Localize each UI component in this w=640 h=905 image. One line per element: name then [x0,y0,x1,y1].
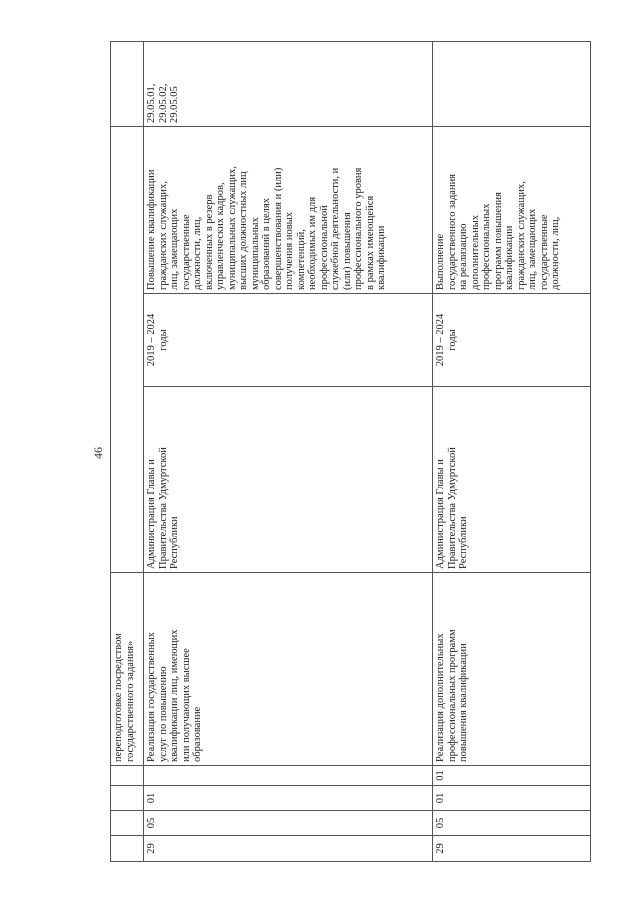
page-number: 46 [91,447,105,459]
cell-executor: Администрация Главы и Правительства Удмуртской Республики [433,387,591,573]
cell-expected-result: Выполнение государственного задания на реализацию дополнительных профессиональных программ повышения квалификации гражданских служащих, лиц, замещающих государственные должности, лиц, [433,126,591,293]
program-measures-table [110,41,591,862]
rotated-table-area [110,42,590,862]
table-row-continuation [111,41,144,861]
cell-gp: 29 [433,836,591,862]
cell-om: 01 [144,786,433,811]
cell-name-continuation: переподготовке посредством государственного задания» [111,573,144,766]
cell-measure-name: Реализация государственных услуг по повышению квалификации лиц, имеющих или получающих высшее образование [144,573,433,766]
cell-m: 01 [433,766,591,786]
cell-expected-result: Повышение квалификации гражданских служащих, лиц, замещающих государственные должности, лиц, включенных в резерв управленческих кадров, муниципальных служащих, высших должностных лиц муниципальных образований в целях совершенствования и (или) получения новых компетенций, необходимых им для профессиональной служебной деятельности, и (или) повышения профессионального уровня в рамках имеющейся квалификации [144,126,433,293]
cell-indicators-empty [111,41,144,126]
cell-pp: 05 [433,811,591,836]
cell-gp: 29 [144,836,433,862]
cell-period: 2019 – 2024 годы [144,294,433,387]
cell-pp: 05 [144,811,433,836]
table-row [433,41,591,861]
table-row [144,41,433,861]
cell-om: 01 [433,786,591,811]
cell-merged-empty [111,126,144,572]
cell-executor: Администрация Главы и Правительства Удмуртской Республики [144,387,433,573]
cell-period: 2019 – 2024 годы [433,294,591,387]
cell-indicators: 29.05.01, 29.05.02, 29.05.05 [144,41,433,126]
cell-om-empty [111,786,144,811]
cell-measure-name: Реализация дополнительных профессиональных программ повышения квалификации [433,573,591,766]
cell-indicators [433,41,591,126]
cell-gp-empty [111,836,144,862]
cell-m [144,766,433,786]
cell-m-empty [111,766,144,786]
cell-pp-empty [111,811,144,836]
